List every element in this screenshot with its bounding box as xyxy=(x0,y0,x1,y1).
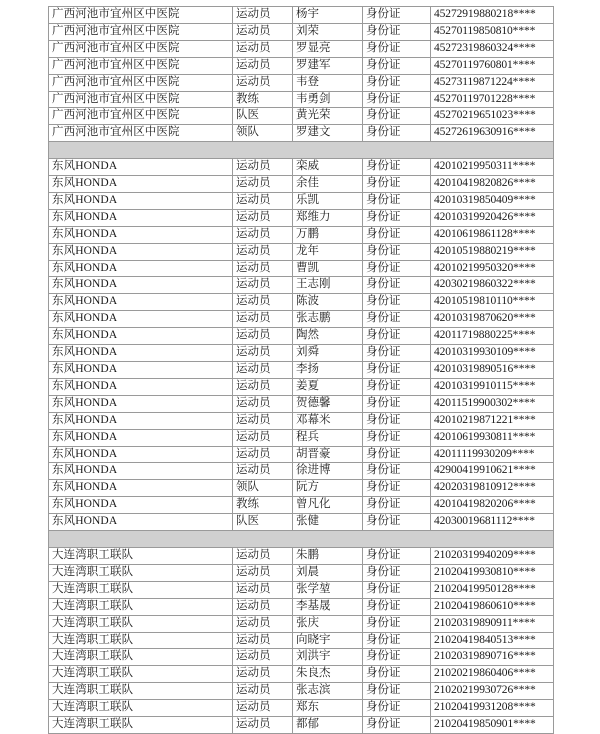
cell-role: 运动员 xyxy=(233,74,293,91)
cell-person-name: 刘洪宇 xyxy=(293,649,363,666)
cell-role: 运动员 xyxy=(233,717,293,734)
table-row[interactable] xyxy=(49,564,554,581)
table-row[interactable] xyxy=(49,649,554,666)
cell-role: 运动员 xyxy=(233,683,293,700)
cell-id-number: 42030019681112**** xyxy=(431,514,554,531)
cell-organization: 东风HONDA xyxy=(49,192,233,209)
cell-id-number: 45270219651023**** xyxy=(431,108,554,125)
cell-id-number: 45272919880218**** xyxy=(431,7,554,24)
cell-person-name: 张志滨 xyxy=(293,683,363,700)
cell-role: 运动员 xyxy=(233,209,293,226)
cell-organization: 广西河池市宜州区中医院 xyxy=(49,40,233,57)
cell-id-number: 42010319890516**** xyxy=(431,362,554,379)
cell-person-name: 贺德馨 xyxy=(293,395,363,412)
cell-organization: 东风HONDA xyxy=(49,260,233,277)
cell-person-name: 郑维力 xyxy=(293,209,363,226)
cell-id-type: 身份证 xyxy=(363,226,431,243)
cell-organization: 东风HONDA xyxy=(49,176,233,193)
cell-id-type: 身份证 xyxy=(363,294,431,311)
cell-person-name: 余佳 xyxy=(293,176,363,193)
cell-organization: 东风HONDA xyxy=(49,446,233,463)
cell-organization: 东风HONDA xyxy=(49,226,233,243)
cell-person-name: 都郁 xyxy=(293,717,363,734)
cell-role: 运动员 xyxy=(233,362,293,379)
cell-organization: 东风HONDA xyxy=(49,345,233,362)
cell-person-name: 韦勇剑 xyxy=(293,91,363,108)
table-row[interactable] xyxy=(49,311,554,328)
table-row[interactable] xyxy=(49,226,554,243)
cell-role: 运动员 xyxy=(233,632,293,649)
cell-person-name: 李扬 xyxy=(293,362,363,379)
cell-id-type: 身份证 xyxy=(363,125,431,142)
table-row[interactable] xyxy=(49,74,554,91)
cell-person-name: 万鹏 xyxy=(293,226,363,243)
cell-organization: 大连湾职工联队 xyxy=(49,700,233,717)
cell-person-name: 张健 xyxy=(293,514,363,531)
cell-person-name: 张庆 xyxy=(293,615,363,632)
table-row[interactable] xyxy=(49,632,554,649)
cell-id-number: 45270119850810**** xyxy=(431,23,554,40)
cell-role: 队医 xyxy=(233,108,293,125)
cell-role: 运动员 xyxy=(233,615,293,632)
cell-id-type: 身份证 xyxy=(363,91,431,108)
cell-person-name: 刘晨 xyxy=(293,564,363,581)
cell-role: 运动员 xyxy=(233,159,293,176)
cell-id-type: 身份证 xyxy=(363,581,431,598)
table-row[interactable] xyxy=(49,581,554,598)
cell-organization: 广西河池市宜州区中医院 xyxy=(49,7,233,24)
cell-id-type: 身份证 xyxy=(363,345,431,362)
table-row[interactable] xyxy=(49,176,554,193)
cell-role: 教练 xyxy=(233,497,293,514)
cell-role: 运动员 xyxy=(233,311,293,328)
cell-id-type: 身份证 xyxy=(363,57,431,74)
roster-table xyxy=(48,6,554,734)
cell-person-name: 乐凯 xyxy=(293,192,363,209)
cell-person-name: 刘舜 xyxy=(293,345,363,362)
roster-table-body xyxy=(49,7,554,734)
cell-role: 运动员 xyxy=(233,294,293,311)
cell-id-type: 身份证 xyxy=(363,598,431,615)
cell-id-number: 21020219860406**** xyxy=(431,666,554,683)
table-row[interactable] xyxy=(49,700,554,717)
cell-role: 运动员 xyxy=(233,277,293,294)
cell-organization: 东风HONDA xyxy=(49,277,233,294)
cell-person-name: 黄光荣 xyxy=(293,108,363,125)
table-row[interactable] xyxy=(49,7,554,24)
cell-id-type: 身份证 xyxy=(363,700,431,717)
cell-id-number: 21020419850901**** xyxy=(431,717,554,734)
cell-id-number: 21020219930726**** xyxy=(431,683,554,700)
cell-id-number: 45273119871224**** xyxy=(431,74,554,91)
cell-id-number: 42010519880219**** xyxy=(431,243,554,260)
cell-id-number: 42010619861128**** xyxy=(431,226,554,243)
cell-role: 运动员 xyxy=(233,345,293,362)
cell-role: 运动员 xyxy=(233,40,293,57)
cell-role: 运动员 xyxy=(233,395,293,412)
cell-id-type: 身份证 xyxy=(363,446,431,463)
table-row[interactable] xyxy=(49,598,554,615)
cell-id-type: 身份证 xyxy=(363,108,431,125)
cell-role: 运动员 xyxy=(233,328,293,345)
cell-person-name: 向晓宇 xyxy=(293,632,363,649)
cell-role: 教练 xyxy=(233,91,293,108)
cell-organization: 东风HONDA xyxy=(49,328,233,345)
section-separator-cell xyxy=(49,531,554,548)
cell-role: 运动员 xyxy=(233,226,293,243)
cell-id-type: 身份证 xyxy=(363,683,431,700)
table-row[interactable] xyxy=(49,446,554,463)
cell-organization: 大连湾职工联队 xyxy=(49,547,233,564)
cell-role: 运动员 xyxy=(233,446,293,463)
table-row[interactable] xyxy=(49,209,554,226)
cell-id-type: 身份证 xyxy=(363,632,431,649)
cell-person-name: 曾凡化 xyxy=(293,497,363,514)
cell-id-type: 身份证 xyxy=(363,74,431,91)
cell-organization: 东风HONDA xyxy=(49,514,233,531)
cell-person-name: 曹凯 xyxy=(293,260,363,277)
cell-organization: 东风HONDA xyxy=(49,159,233,176)
cell-person-name: 罗建军 xyxy=(293,57,363,74)
cell-role: 运动员 xyxy=(233,412,293,429)
table-row[interactable] xyxy=(49,717,554,734)
cell-role: 运动员 xyxy=(233,581,293,598)
cell-id-type: 身份证 xyxy=(363,412,431,429)
section-separator-row xyxy=(49,142,554,159)
cell-role: 运动员 xyxy=(233,192,293,209)
cell-id-type: 身份证 xyxy=(363,23,431,40)
cell-role: 运动员 xyxy=(233,176,293,193)
cell-id-type: 身份证 xyxy=(363,480,431,497)
table-row[interactable] xyxy=(49,378,554,395)
cell-person-name: 王志刚 xyxy=(293,277,363,294)
cell-id-number: 42010319910115**** xyxy=(431,378,554,395)
table-row[interactable] xyxy=(49,345,554,362)
section-separator-cell xyxy=(49,142,554,159)
cell-id-type: 身份证 xyxy=(363,378,431,395)
cell-organization: 东风HONDA xyxy=(49,311,233,328)
cell-id-number: 42010219950311**** xyxy=(431,159,554,176)
cell-id-number: 42010319930109**** xyxy=(431,345,554,362)
cell-organization: 东风HONDA xyxy=(49,429,233,446)
cell-organization: 东风HONDA xyxy=(49,463,233,480)
cell-id-type: 身份证 xyxy=(363,176,431,193)
cell-id-number: 21020319890716**** xyxy=(431,649,554,666)
table-row[interactable] xyxy=(49,497,554,514)
cell-organization: 东风HONDA xyxy=(49,362,233,379)
cell-role: 运动员 xyxy=(233,23,293,40)
cell-id-number: 21020419840513**** xyxy=(431,632,554,649)
cell-role: 运动员 xyxy=(233,243,293,260)
table-row[interactable] xyxy=(49,328,554,345)
cell-person-name: 阮方 xyxy=(293,480,363,497)
cell-organization: 大连湾职工联队 xyxy=(49,564,233,581)
cell-id-type: 身份证 xyxy=(363,260,431,277)
cell-organization: 大连湾职工联队 xyxy=(49,598,233,615)
cell-id-number: 42010419820206**** xyxy=(431,497,554,514)
cell-id-type: 身份证 xyxy=(363,717,431,734)
cell-id-number: 42011119930209**** xyxy=(431,446,554,463)
cell-id-type: 身份证 xyxy=(363,666,431,683)
cell-organization: 大连湾职工联队 xyxy=(49,615,233,632)
cell-role: 运动员 xyxy=(233,649,293,666)
cell-organization: 东风HONDA xyxy=(49,395,233,412)
cell-id-number: 21020419930810**** xyxy=(431,564,554,581)
cell-id-number: 21020419931208**** xyxy=(431,700,554,717)
cell-id-number: 42010519810110**** xyxy=(431,294,554,311)
cell-id-type: 身份证 xyxy=(363,159,431,176)
table-row[interactable] xyxy=(49,57,554,74)
cell-id-number: 21020419860610**** xyxy=(431,598,554,615)
cell-organization: 广西河池市宜州区中医院 xyxy=(49,74,233,91)
cell-id-number: 42010619930811**** xyxy=(431,429,554,446)
table-row[interactable] xyxy=(49,429,554,446)
cell-id-number: 42010319870620**** xyxy=(431,311,554,328)
cell-person-name: 杨宇 xyxy=(293,7,363,24)
cell-id-number: 42010419820826**** xyxy=(431,176,554,193)
cell-id-number: 21020319890911**** xyxy=(431,615,554,632)
cell-organization: 广西河池市宜州区中医院 xyxy=(49,91,233,108)
cell-id-number: 42020319810912**** xyxy=(431,480,554,497)
cell-id-type: 身份证 xyxy=(363,7,431,24)
cell-id-type: 身份证 xyxy=(363,395,431,412)
cell-organization: 东风HONDA xyxy=(49,378,233,395)
cell-person-name: 朱鹏 xyxy=(293,547,363,564)
cell-id-type: 身份证 xyxy=(363,514,431,531)
cell-person-name: 陶然 xyxy=(293,328,363,345)
cell-organization: 东风HONDA xyxy=(49,294,233,311)
table-row[interactable] xyxy=(49,277,554,294)
cell-role: 领队 xyxy=(233,480,293,497)
cell-id-type: 身份证 xyxy=(363,328,431,345)
cell-role: 运动员 xyxy=(233,547,293,564)
table-row[interactable] xyxy=(49,294,554,311)
table-row[interactable] xyxy=(49,40,554,57)
cell-person-name: 陈波 xyxy=(293,294,363,311)
cell-person-name: 龙年 xyxy=(293,243,363,260)
table-row[interactable] xyxy=(49,260,554,277)
cell-id-number: 42011719880225**** xyxy=(431,328,554,345)
cell-role: 运动员 xyxy=(233,378,293,395)
cell-id-number: 42030219860322**** xyxy=(431,277,554,294)
cell-organization: 东风HONDA xyxy=(49,480,233,497)
cell-organization: 东风HONDA xyxy=(49,497,233,514)
table-row[interactable] xyxy=(49,362,554,379)
cell-role: 领队 xyxy=(233,125,293,142)
cell-role: 运动员 xyxy=(233,429,293,446)
cell-id-number: 42010219871221**** xyxy=(431,412,554,429)
cell-id-type: 身份证 xyxy=(363,497,431,514)
cell-role: 运动员 xyxy=(233,57,293,74)
cell-role: 队医 xyxy=(233,514,293,531)
cell-person-name: 朱良杰 xyxy=(293,666,363,683)
cell-person-name: 胡晋豪 xyxy=(293,446,363,463)
cell-person-name: 邓幕米 xyxy=(293,412,363,429)
table-row[interactable] xyxy=(49,159,554,176)
cell-id-number: 42010219950320**** xyxy=(431,260,554,277)
table-row[interactable] xyxy=(49,91,554,108)
cell-role: 运动员 xyxy=(233,260,293,277)
table-row[interactable] xyxy=(49,666,554,683)
cell-id-type: 身份证 xyxy=(363,243,431,260)
cell-person-name: 郑东 xyxy=(293,700,363,717)
cell-id-number: 45272619630916**** xyxy=(431,125,554,142)
cell-organization: 大连湾职工联队 xyxy=(49,717,233,734)
cell-person-name: 刘荣 xyxy=(293,23,363,40)
cell-id-type: 身份证 xyxy=(363,615,431,632)
cell-organization: 东风HONDA xyxy=(49,412,233,429)
table-row[interactable] xyxy=(49,514,554,531)
cell-id-type: 身份证 xyxy=(363,311,431,328)
table-row[interactable] xyxy=(49,547,554,564)
cell-person-name: 李基晟 xyxy=(293,598,363,615)
cell-person-name: 姜夏 xyxy=(293,378,363,395)
table-row[interactable] xyxy=(49,243,554,260)
cell-id-type: 身份证 xyxy=(363,277,431,294)
cell-id-number: 42011519900302**** xyxy=(431,395,554,412)
table-row[interactable] xyxy=(49,125,554,142)
cell-role: 运动员 xyxy=(233,463,293,480)
cell-id-type: 身份证 xyxy=(363,649,431,666)
table-row[interactable] xyxy=(49,463,554,480)
cell-organization: 大连湾职工联队 xyxy=(49,649,233,666)
table-row[interactable] xyxy=(49,395,554,412)
cell-organization: 广西河池市宜州区中医院 xyxy=(49,125,233,142)
cell-person-name: 张学堃 xyxy=(293,581,363,598)
cell-id-type: 身份证 xyxy=(363,40,431,57)
cell-id-number: 45270119701228**** xyxy=(431,91,554,108)
cell-id-number: 45270119760801**** xyxy=(431,57,554,74)
cell-person-name: 韦登 xyxy=(293,74,363,91)
cell-organization: 东风HONDA xyxy=(49,243,233,260)
cell-person-name: 程兵 xyxy=(293,429,363,446)
table-row[interactable] xyxy=(49,615,554,632)
cell-id-number: 21020419950128**** xyxy=(431,581,554,598)
cell-organization: 大连湾职工联队 xyxy=(49,581,233,598)
cell-person-name: 徐进博 xyxy=(293,463,363,480)
table-row[interactable] xyxy=(49,23,554,40)
cell-organization: 东风HONDA xyxy=(49,209,233,226)
cell-id-number: 42900419910621**** xyxy=(431,463,554,480)
cell-id-number: 42010319920426**** xyxy=(431,209,554,226)
cell-id-type: 身份证 xyxy=(363,362,431,379)
cell-person-name: 栾威 xyxy=(293,159,363,176)
cell-organization: 广西河池市宜州区中医院 xyxy=(49,23,233,40)
cell-role: 运动员 xyxy=(233,666,293,683)
cell-id-number: 42010319850409**** xyxy=(431,192,554,209)
cell-id-type: 身份证 xyxy=(363,564,431,581)
cell-id-type: 身份证 xyxy=(363,429,431,446)
cell-role: 运动员 xyxy=(233,7,293,24)
cell-id-number: 21020319940209**** xyxy=(431,547,554,564)
table-row[interactable] xyxy=(49,480,554,497)
cell-role: 运动员 xyxy=(233,598,293,615)
table-row[interactable] xyxy=(49,192,554,209)
cell-id-type: 身份证 xyxy=(363,547,431,564)
cell-person-name: 罗建文 xyxy=(293,125,363,142)
cell-organization: 广西河池市宜州区中医院 xyxy=(49,108,233,125)
cell-person-name: 张志鹏 xyxy=(293,311,363,328)
cell-organization: 大连湾职工联队 xyxy=(49,666,233,683)
table-row[interactable] xyxy=(49,412,554,429)
cell-organization: 广西河池市宜州区中医院 xyxy=(49,57,233,74)
table-row[interactable] xyxy=(49,108,554,125)
cell-role: 运动员 xyxy=(233,564,293,581)
cell-id-type: 身份证 xyxy=(363,463,431,480)
cell-role: 运动员 xyxy=(233,700,293,717)
section-separator-row xyxy=(49,531,554,548)
table-row[interactable] xyxy=(49,683,554,700)
cell-id-number: 45272319860324**** xyxy=(431,40,554,57)
cell-organization: 大连湾职工联队 xyxy=(49,632,233,649)
cell-id-type: 身份证 xyxy=(363,192,431,209)
cell-organization: 大连湾职工联队 xyxy=(49,683,233,700)
cell-id-type: 身份证 xyxy=(363,209,431,226)
cell-person-name: 罗显亮 xyxy=(293,40,363,57)
